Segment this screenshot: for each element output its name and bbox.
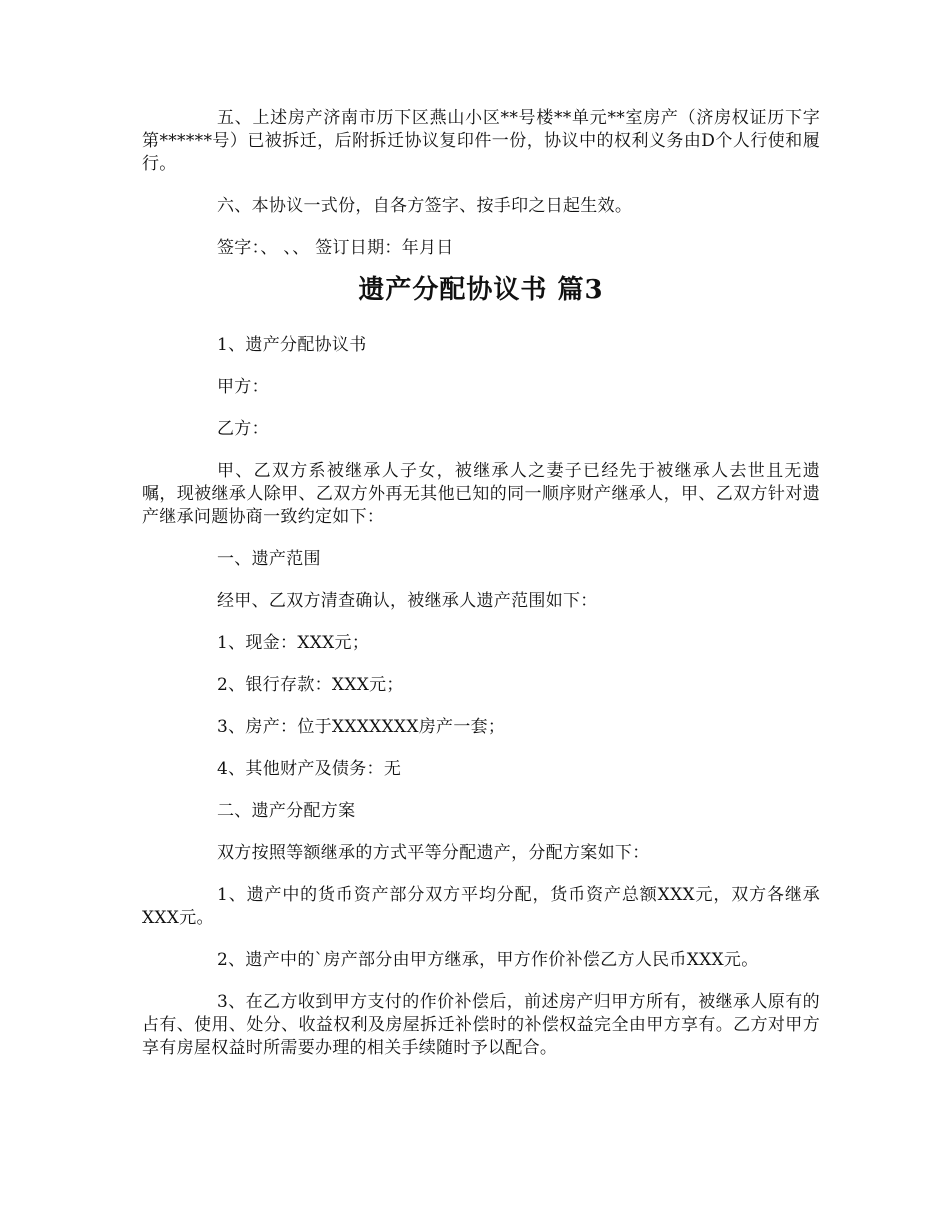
scope-item-deposit: 2、银行存款：XXX元； — [217, 675, 404, 695]
section-2-heading: 二、遗产分配方案 — [217, 801, 356, 821]
preamble-paragraph: 甲、乙双方系被继承人子女，被继承人之妻子已经先于被继承人去世且无遗嘱，现被继承人除甲、乙双方外再无其他已知的同一顺序财产继承人，甲、乙双方针对遗产继承问题协商一致约定如下： — [142, 461, 820, 527]
scope-intro: 经甲、乙双方清查确认，被继承人遗产范围如下： — [217, 591, 598, 611]
signature-line: 签字：、 、、 签订日期：年月日 — [217, 238, 454, 258]
section-1-heading: 一、遗产范围 — [217, 549, 321, 569]
plan-item-3: 3、在乙方收到甲方支付的作价补偿后，前述房产归甲方所有，被继承人原有的占有、使用、处分、收益权利及房屋拆迁补偿时的补偿权益完全由甲方享有。乙方对甲方享有房屋权益时所需要办理的相关手续随时予以配合。 — [142, 992, 820, 1058]
section-title: 遗产分配协议书 篇3 — [358, 275, 604, 305]
document-page — [142, 107, 820, 1060]
scope-item-other: 4、其他财产及债务：无 — [217, 759, 402, 779]
scope-item-cash: 1、现金：XXX元； — [217, 633, 370, 653]
party-a-line: 甲方： — [217, 377, 269, 397]
scope-item-property: 3、房产：位于XXXXXXX房产一套； — [217, 717, 506, 737]
plan-item-2: 2、遗产中的`房产部分由甲方继承，甲方作价补偿乙方人民币XXX元。 — [217, 950, 759, 970]
plan-item-1: 1、遗产中的货币资产部分双方平均分配，货币资产总额XXX元，双方各继承XXX元。 — [142, 885, 820, 928]
clause-6-paragraph: 六、本协议一式份，自各方签字、按手印之日起生效。 — [217, 196, 633, 216]
clause-5-paragraph: 五、上述房产济南市历下区燕山小区**号楼**单元**室房产（济房权证历下字第******号）已被拆迁，后附拆迁协议复印件一份，协议中的权利义务由D个人行使和履行。 — [142, 108, 820, 174]
party-b-line: 乙方： — [217, 419, 269, 439]
agreement-heading: 1、遗产分配协议书 — [217, 335, 367, 355]
plan-intro: 双方按照等额继承的方式平等分配遗产，分配方案如下： — [217, 843, 650, 863]
